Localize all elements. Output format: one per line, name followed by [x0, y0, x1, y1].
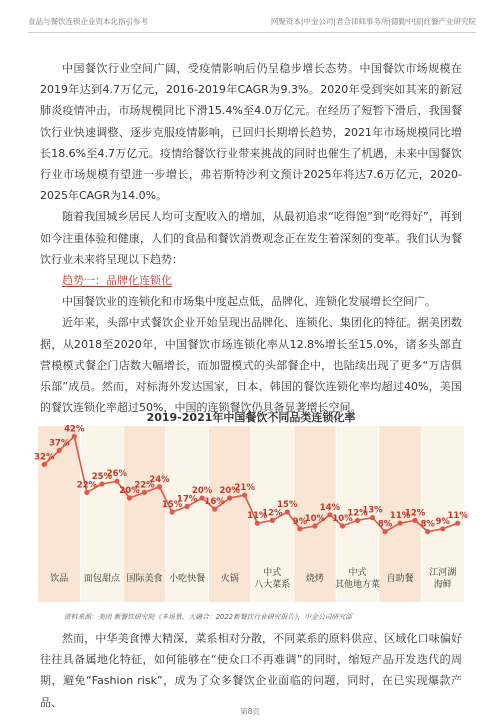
- data-label: 25%: [91, 472, 113, 482]
- data-label: 9%: [435, 516, 450, 527]
- category-label: 饮品: [50, 574, 69, 584]
- data-label: 12%: [347, 508, 368, 519]
- category-label: 面包甜点: [83, 574, 120, 584]
- data-point: [370, 515, 375, 520]
- data-point: [57, 448, 62, 453]
- data-point: [312, 523, 317, 528]
- data-label: 12%: [404, 508, 426, 519]
- data-point: [242, 493, 247, 498]
- data-label: 9%: [292, 516, 308, 527]
- chart-title: 2019-2021年中国餐饮不同品类连锁化率: [146, 411, 356, 424]
- data-point: [425, 529, 430, 534]
- paragraph-market-size: 中国餐饮行业空间广阔，受疫情影响后仍呈稳步增长态势。中国餐饮市场规模在2019年达到4.7万亿元，2016-2019年CAGR为9.3%。2020年受到突如其来的新冠肺炎疫情冲击，市场规模同比下滑15.4%至4.0万亿元。在经历了短暂下滑后，我国餐饮行业快速调整、逐步克服疫情影响，已回归长期增长趋势，2021年市场规模同比增长18.6%至4.7万亿元。疫情给餐饮行业带来挑战的同时也催生了机遇，未来中国餐饮行业市场规模有望进一步增长，弗若斯特沙利文预计2025年将达7.6万亿元，2020-2025年CAGR为14.0%。: [40, 62, 462, 203]
- data-point: [413, 518, 418, 523]
- data-label: 22%: [76, 480, 98, 491]
- data-label: 15%: [277, 500, 298, 510]
- data-label: 16%: [204, 497, 225, 508]
- data-label: 37%: [49, 438, 70, 449]
- data-point: [455, 521, 460, 526]
- category-label: 国际美食: [126, 574, 163, 584]
- data-point: [72, 434, 77, 439]
- data-label: 10%: [332, 514, 353, 524]
- main-text: [40, 58, 462, 418]
- data-point: [127, 495, 132, 500]
- data-point: [212, 507, 217, 512]
- data-point: [84, 490, 89, 495]
- category-label: 江河湖: [429, 568, 457, 578]
- category-label: 中式: [348, 568, 367, 578]
- data-label: 8%: [377, 519, 393, 530]
- header-left-title: 食品与餐饮连锁企业资本化指引参考: [28, 17, 148, 26]
- trend-heading: 趋势一：品牌化连锁化: [62, 274, 172, 288]
- paragraph-chain-rate: 近年来，头部中式餐饮企业开始呈现出品牌化、连锁化、集团化的特征。据美团数据，从2018至2020年，中国餐饮市场连锁化率从12.8%增长至15.0%，诸多头部直营模模式餐企门店数大幅增长，而加盟模式的头部餐企中，也陆续出现了更多“万店俱乐部”成员。然而，对标海外发达国家，日本、韩国的餐饮连锁化率均超过40%，美国的餐饮连锁化率超过50%，中国的连锁餐饮仍具备显著增长空间。: [40, 316, 462, 415]
- category-label: 火锅: [220, 574, 239, 584]
- data-point: [440, 526, 445, 531]
- chart-svg: [34, 424, 468, 602]
- data-label: 8%: [420, 519, 435, 530]
- header-divider: [28, 32, 476, 33]
- data-label: 11%: [447, 511, 468, 522]
- data-label: 20%: [219, 486, 240, 496]
- data-point: [355, 518, 360, 523]
- paragraph-chain-space: 中国餐饮业的连锁化和市场集中度起点低，品牌化、连锁化发展增长空间广。: [62, 295, 436, 309]
- data-label: 20%: [191, 486, 213, 496]
- category-label: 小吃快餐: [169, 574, 206, 584]
- data-label: 32%: [34, 452, 55, 463]
- data-point: [42, 462, 47, 467]
- data-label: 17%: [176, 494, 198, 505]
- category-label: 自助餐: [386, 574, 414, 584]
- data-label: 22%: [134, 480, 155, 491]
- chain-rate-chart: [34, 424, 468, 602]
- data-label: 20%: [119, 486, 140, 496]
- chart-source-note: 资料来源：美团 新餐饮研究院《多场景、大融合：2022新餐饮行业研究报告》，中金公司研究部: [64, 613, 352, 621]
- header-right-institutions: 网聚资本|中金公司|君合律师事务所|德勤中国|红餐产业研究院: [270, 17, 476, 26]
- data-point: [398, 521, 403, 526]
- category-label: 其他地方菜: [334, 580, 381, 590]
- data-label: 15%: [161, 500, 183, 510]
- paragraph-consumption-change: 随着我国城乡居民人均可支配收入的增加，从最初追求“吃得饱”到“吃得好”，再到如今注重体验和健康，人们的食品和餐饮消费观念正在发生着深刻的变革。我们认为餐饮行业未来将呈现以下趋势：: [40, 210, 462, 266]
- data-label: 11%: [247, 511, 268, 522]
- data-point: [227, 495, 232, 500]
- category-label: 八大菜系: [254, 580, 291, 590]
- data-point: [157, 484, 162, 489]
- data-point: [285, 509, 290, 514]
- data-point: [340, 523, 345, 528]
- paragraph-closing: 然而，中华美食博大精深，菜系相对分散，不同菜系的原料供应、区域化口味偏好往往具备属地化特征，如何能够在“使众口不再难调”的同时，缩短产品开发迭代的周期，避免“Fashion risk”，成为了众多餐饮企业面临的问题，同时，在已实现爆款产品、: [40, 632, 462, 709]
- page-header: [28, 8, 476, 28]
- data-label: 42%: [64, 424, 85, 435]
- data-label: 24%: [149, 474, 170, 485]
- data-point: [255, 521, 260, 526]
- data-point: [297, 526, 302, 531]
- closing-text: [40, 628, 462, 713]
- data-label: 14%: [319, 502, 341, 513]
- data-point: [170, 509, 175, 514]
- data-point: [383, 529, 388, 534]
- data-point: [185, 504, 190, 509]
- category-label: 烧烤: [305, 574, 324, 584]
- page-number: 第8页: [240, 707, 260, 716]
- data-point: [114, 479, 119, 484]
- category-label: 海鲜: [433, 580, 452, 590]
- category-label: 中式: [263, 568, 282, 578]
- data-label: 10%: [304, 514, 326, 524]
- data-label: 21%: [234, 483, 255, 494]
- data-label: 11%: [389, 511, 411, 522]
- data-label: 26%: [106, 469, 128, 480]
- data-point: [99, 481, 104, 486]
- data-label: 12%: [262, 508, 283, 519]
- data-point: [270, 518, 275, 523]
- data-point: [142, 490, 147, 495]
- data-label: 13%: [362, 505, 383, 516]
